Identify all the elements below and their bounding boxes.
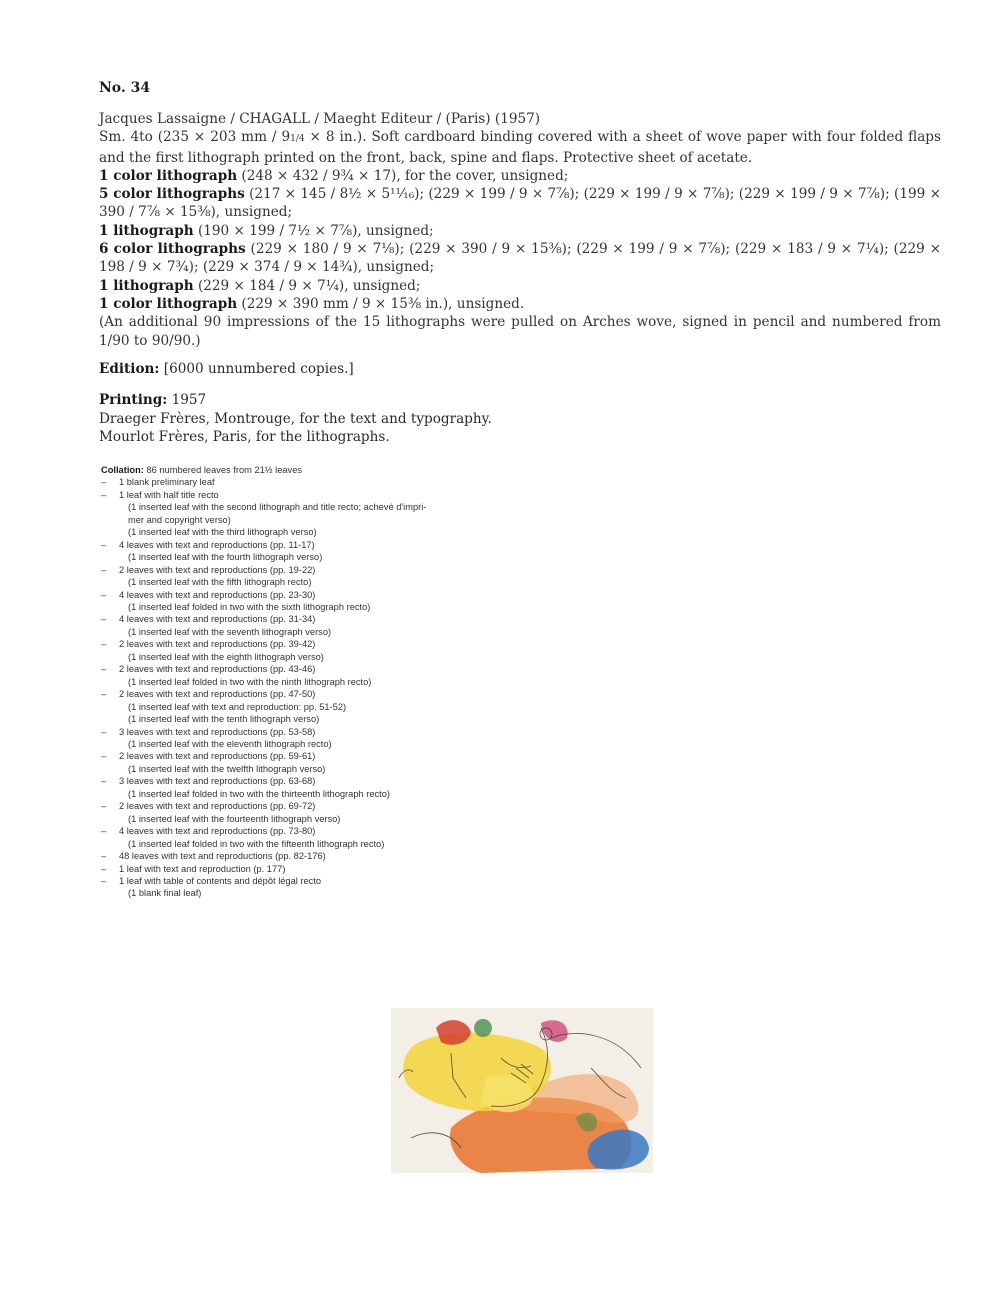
- collation-text: (1 inserted leaf with the third lithograph verso): [128, 527, 317, 538]
- chagall-lithograph-image: [391, 1008, 653, 1173]
- collation-item: [101, 564, 541, 576]
- lithograph-item: 6 color lithographs (229 × 180 / 9 × 7⅛); (229 × 390 / 9 × 15⅜); (229 × 199 / 9 × 7⅞); (229 × 183 / 9 × 7¼); (229 × 198 / 9 × 7¾); (229 × 374 / 9 × 14¾), unsigned;: [99, 241, 941, 276]
- lithograph-reproduction: [391, 1008, 653, 1173]
- lithograph-count: 1 color lithograph: [99, 295, 238, 312]
- lithograph-item: 1 lithograph (229 × 184 / 9 × 7¼), unsigned;: [99, 277, 421, 294]
- collation-text: 1 leaf with text and reproduction (p. 177): [119, 863, 286, 874]
- collation-text: 2 leaves with text and reproductions (pp. 59-61): [119, 751, 316, 762]
- collation-text: (1 inserted leaf folded in two with the ninth lithograph recto): [128, 676, 372, 687]
- collation-text: (1 inserted leaf with the fourteenth lithograph verso): [128, 813, 341, 824]
- collation-dash: –: [101, 564, 107, 575]
- collation-dash: –: [101, 664, 107, 675]
- collation-text: (1 inserted leaf folded in two with the thirteenth lithograph recto): [128, 788, 391, 799]
- collation-dash: –: [101, 801, 107, 812]
- collation-subitem: [101, 551, 541, 563]
- collation-text: 4 leaves with text and reproductions (pp. 73-80): [119, 826, 316, 837]
- collation-text: (1 inserted leaf with the fourth lithograph verso): [128, 552, 323, 563]
- collation-text: (1 inserted leaf with the fifth lithograph recto): [128, 577, 312, 588]
- collation-text: (1 inserted leaf with the eighth lithograph verso): [128, 651, 324, 662]
- collation-text: 4 leaves with text and reproductions (pp. 31-34): [119, 614, 316, 625]
- collation-label: Collation:: [101, 465, 144, 475]
- collation-item: [101, 539, 541, 551]
- collation-text: 2 leaves with text and reproductions (pp. 43-46): [119, 664, 316, 675]
- collation-item: [101, 875, 541, 887]
- printer-lithographs: Mourlot Frères, Paris, for the lithographs.: [99, 429, 390, 445]
- collation-text: (1 blank final leaf): [128, 888, 202, 899]
- collation-subitem: [101, 788, 541, 800]
- collation-subitem: [101, 526, 541, 538]
- collation-item: [101, 800, 541, 812]
- collation-text: (1 inserted leaf with the second lithograph and title recto; achevé d'impri-: [128, 502, 427, 513]
- collation-dash: –: [101, 539, 107, 550]
- collation-text: (1 inserted leaf folded in two with the sixth lithograph recto): [128, 601, 371, 612]
- collation-text: (1 inserted leaf folded in two with the fifteenth lithograph recto): [128, 838, 385, 849]
- collation-subitem: [101, 738, 541, 750]
- collation-dash: –: [101, 751, 107, 762]
- collation-subitem: [101, 838, 541, 850]
- collation-dash: –: [101, 477, 107, 488]
- lithograph-item: 1 color lithograph (229 × 390 mm / 9 × 15⅜ in.), unsigned.: [99, 295, 525, 312]
- collation-subitem: [101, 651, 541, 663]
- printing-label: Printing:: [99, 392, 168, 408]
- entry-number: No. 34: [99, 80, 151, 96]
- collation-item: [101, 825, 541, 837]
- lithograph-count: 1 lithograph: [99, 277, 194, 294]
- collation-subitem: [101, 676, 541, 688]
- collation-dash: –: [101, 689, 107, 700]
- collation-dash: –: [101, 489, 107, 500]
- collation-text: mer and copyright verso): [128, 514, 231, 525]
- collation-text: 4 leaves with text and reproductions (pp. 23-30): [119, 589, 316, 600]
- collation-subitem: [101, 763, 541, 775]
- printer-text: Draeger Frères, Montrouge, for the text and typography.: [99, 410, 492, 427]
- collation-subitem: [101, 576, 541, 588]
- collation-text: 2 leaves with text and reproductions (pp. 39-42): [119, 639, 316, 650]
- collation-text: 48 leaves with text and reproductions (pp. 82-176): [119, 851, 326, 862]
- collation-item: [101, 726, 541, 738]
- collation-subitem: [101, 887, 541, 899]
- collation-dash: –: [101, 639, 107, 650]
- collation-list: [101, 476, 541, 899]
- collation-subitem: [101, 626, 541, 638]
- collation-item: [101, 476, 541, 488]
- collation-item: [101, 850, 541, 862]
- collation-text: (1 inserted leaf with the tenth lithograph verso): [128, 714, 320, 725]
- lithograph-count: 5 color lithographs: [99, 186, 245, 203]
- lithograph-count: 6 color lithographs: [99, 241, 246, 258]
- collation-text: 1 blank preliminary leaf: [119, 477, 215, 488]
- collation-text: 3 leaves with text and reproductions (pp. 63-68): [119, 776, 316, 787]
- collation-dash: –: [101, 851, 107, 862]
- collation-item: [101, 775, 541, 787]
- impressions-note: (An additional 90 impressions of the 15 lithographs were pulled on Arches wove, signed in pencil and numbered from 1/90 to 90/90.): [99, 314, 941, 349]
- collation-dash: –: [101, 863, 107, 874]
- format-description: Sm. 4to (235 × 203 mm / 91/4 × 8 in.). Soft cardboard binding covered with a sheet of wove paper with four folded flaps and the first lithograph printed on the front, back, spine and flaps. Protective sheet of acetate.: [99, 129, 941, 166]
- edition-label: Edition:: [99, 361, 160, 377]
- collation-text: 1 leaf with half title recto: [119, 489, 219, 500]
- collation-text: 2 leaves with text and reproductions (pp. 69-72): [119, 801, 316, 812]
- collation-text: 2 leaves with text and reproductions (pp. 47-50): [119, 689, 316, 700]
- collation-text: 1 leaf with table of contents and dépôt légal recto: [119, 875, 322, 886]
- collation-subitem: [101, 713, 541, 725]
- lithograph-count: 1 lithograph: [99, 222, 194, 239]
- collation-dash: –: [101, 826, 107, 837]
- collation-dash: –: [101, 589, 107, 600]
- author-title-line: Jacques Lassaigne / CHAGALL / Maeght Editeur / (Paris) (1957): [99, 111, 541, 127]
- collation-text: 2 leaves with text and reproductions (pp. 19-22): [119, 564, 316, 575]
- collation-subitem: [101, 813, 541, 825]
- edition-line: [99, 360, 941, 378]
- collation-text: (1 inserted leaf with text and reproduction: pp. 51-52): [128, 701, 347, 712]
- collation-subitem: [101, 514, 541, 526]
- collation-item: [101, 589, 541, 601]
- collation-item: [101, 863, 541, 875]
- lithograph-item: 5 color lithographs (217 × 145 / 8½ × 5¹¹⁄₁₆); (229 × 199 / 9 × 7⅞); (229 × 199 / 9 × 7⅞); (229 × 199 / 9 × 7⅞); (199 × 390 / 7⅞ × 15⅜), unsigned;: [99, 186, 941, 221]
- collation-intro: 86 numbered leaves from 21½ leaves: [143, 465, 303, 475]
- collation-dash: –: [101, 776, 107, 787]
- collation-item: [101, 613, 541, 625]
- collation-subitem: [101, 701, 541, 713]
- collation-subitem: [101, 501, 541, 513]
- collation-dash: –: [101, 726, 107, 737]
- collation-text: (1 inserted leaf with the seventh lithograph verso): [128, 626, 332, 637]
- lithograph-item: 1 color lithograph (248 × 432 / 9¾ × 17), for the cover, unsigned;: [99, 167, 569, 184]
- printing-section: [99, 391, 941, 447]
- collation-dash: –: [101, 875, 107, 886]
- collation-item: [101, 750, 541, 762]
- collation-text: (1 inserted leaf with the twelfth lithograph verso): [128, 763, 326, 774]
- edition-text: [6000 unnumbered copies.]: [159, 361, 354, 377]
- lithograph-count: 1 color lithograph: [99, 167, 238, 184]
- collation-text: (1 inserted leaf with the eleventh lithograph recto): [128, 738, 332, 749]
- collation-item: [101, 688, 541, 700]
- collation-section: [101, 464, 541, 900]
- collation-text: 4 leaves with text and reproductions (pp. 11-17): [119, 539, 315, 550]
- collation-text: 3 leaves with text and reproductions (pp. 53-58): [119, 726, 316, 737]
- collation-subitem: [101, 601, 541, 613]
- collation-item: [101, 663, 541, 675]
- bibliographic-entry: [99, 110, 941, 350]
- collation-item: [101, 638, 541, 650]
- lithograph-item: 1 lithograph (190 × 199 / 7½ × 7⅞), unsigned;: [99, 222, 434, 239]
- printing-year: 1957: [167, 392, 207, 408]
- collation-dash: –: [101, 614, 107, 625]
- collation-item: [101, 489, 541, 501]
